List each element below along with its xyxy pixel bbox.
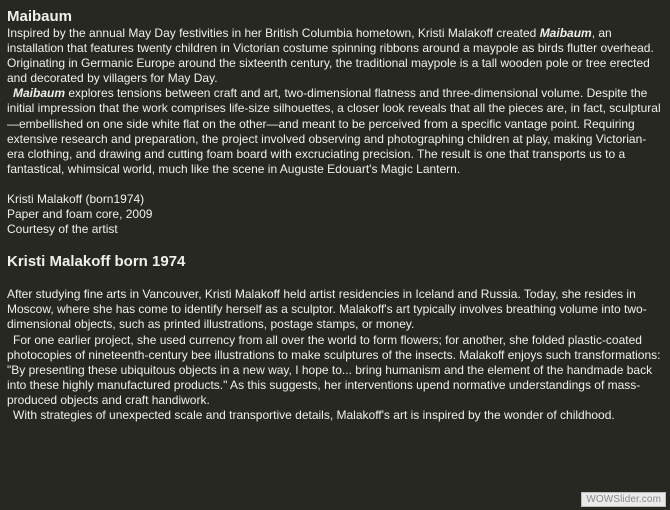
artwork-p1-start: Inspired by the annual May Day festivities in her British Columbia hometown, Kristi Malakoff created — [7, 26, 540, 40]
credit-courtesy: Courtesy of the artist — [7, 222, 118, 237]
artwork-credits — [7, 192, 663, 237]
credit-artist: Kristi Malakoff (born1974) — [7, 191, 145, 206]
description-panel — [7, 8, 663, 423]
artwork-p2-title: Maibaum — [13, 86, 66, 101]
artwork-title: Maibaum — [7, 8, 73, 25]
bio-paragraph-2: For one earlier project, she used currency from all over the world to form flowers; for another, she folded plastic-coated photocopies of nineteenth-century bee illustrations to make sculptures of the insects. Malakoff enjoys such transformations: "By presenting these ubiquitous objects in a new way, I hope to... bring humanism and the element of the handmade back into these highly manufactured products." As this suggests, her interventions upend normative understandings of mass-produced objects and craft handiwork. — [7, 332, 661, 407]
artwork-paragraph-1 — [7, 26, 663, 86]
artwork-paragraph-2 — [7, 86, 663, 177]
artwork-p2-rest: explores tensions between craft and art, two-dimensional flatness and three-dimensional volume. Despite the initial impression that the work comprises life-size silhouettes, a closer look reveals that all the pieces are, in fact, sculptural—embellished on one side white flat on the other—and meant to be perceived from a specific vantage point. Requiring extensive research and preparation, the project involved observing and photographing children at play, making Victorian-era clothing, and drawing and cutting foam board with excruciating precision. The result is one that transports us to a fantastical, whimsical world, much like the scene in Auguste Edouart's Magic Lantern. — [7, 86, 661, 176]
bio-title: Kristi Malakoff born 1974 — [7, 253, 186, 271]
credit-medium: Paper and foam core, 2009 — [7, 207, 153, 222]
bio-paragraph-1: After studying fine arts in Vancouver, Kristi Malakoff held artist residencies in Iceland and Russia. Today, she resides in Moscow, where she has come to identify herself as a sculptor. Malakoff's art typically involves breathing volume into two-dimensional objects, such as printed illustrations, postage stamps, or money. — [7, 287, 647, 332]
artwork-p1-title: Maibaum — [539, 26, 592, 40]
artwork-p1-end: , an installation that features twenty children in Victorian costume spinning ribbons around a maypole as birds flutter overhead. Originating in Germanic Europe around the sixteenth century, the traditional maypole is a tall wooden pole or tree erected and decorated by villagers for May Day. — [7, 26, 654, 86]
bio-paragraph-3: With strategies of unexpected scale and transportive details, Malakoff's art is inspired by the wonder of childhood. — [13, 407, 615, 422]
wowslider-watermark-link[interactable]: WOWSlider.com — [581, 492, 666, 507]
